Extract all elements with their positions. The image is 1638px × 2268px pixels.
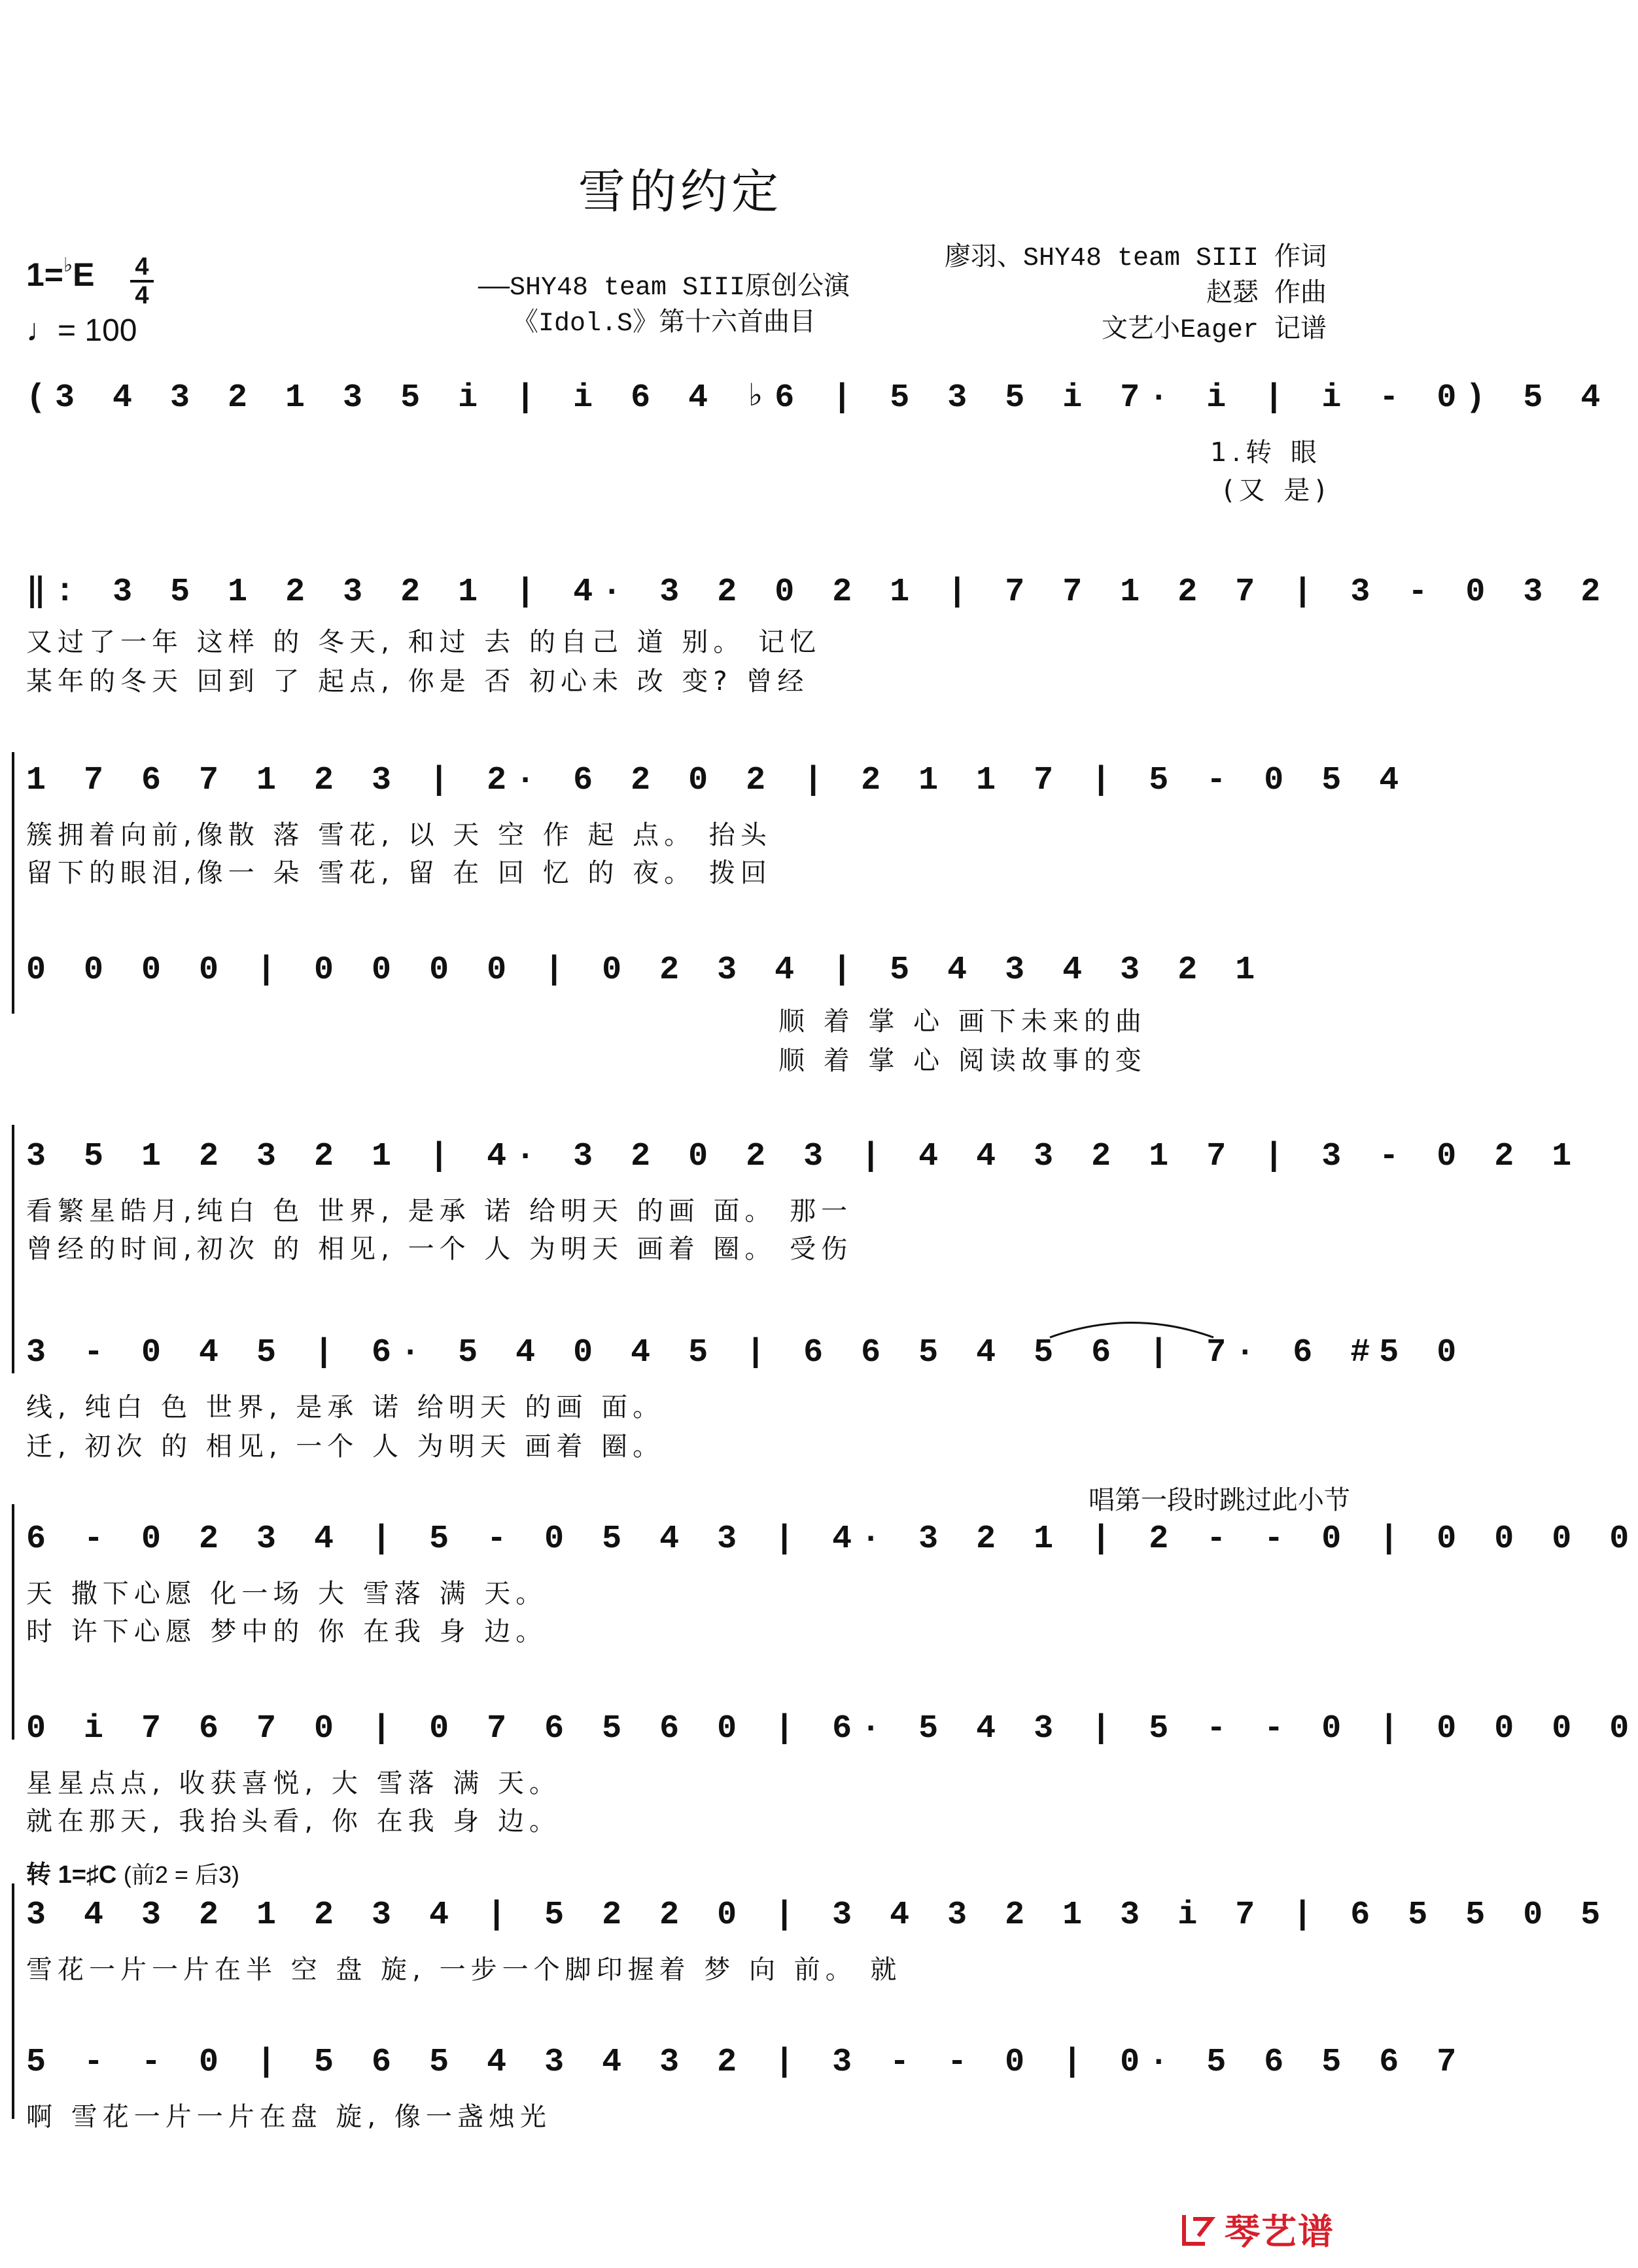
system-5-lyric-2: 曾经的时间,初次 的 相见, 一个 人 为明天 画着 圈。 受伤 (26, 1234, 853, 1264)
quarter-note-icon: ♩ (26, 313, 58, 348)
time-bottom: 4 (135, 282, 149, 309)
time-signature (129, 254, 155, 309)
flat-symbol: ♭ (63, 254, 73, 276)
subtitle-line1: ——SHY48 team SIII原创公演 (478, 273, 850, 303)
credit-transcriber: 文艺小Eager 记谱 (1101, 316, 1327, 345)
modulation-key: 1= (58, 1861, 86, 1889)
modulation-marking (26, 1854, 239, 1890)
system-2-notes: ‖: 3 5 1 2 3 2 1 | 4· 3 2 0 2 1 | 7 7 1 2 7 | 3 - 0 3 2 (26, 574, 1610, 611)
modulation-extra: (前2 = 后3) (123, 1861, 239, 1888)
credit-lyricist: 廖羽、SHY48 team SIII 作词 (944, 244, 1327, 273)
system-9-lyric-1: 雪花一片一片在半 空 盘 旋, 一步一个脚印握着 梦 向 前。 就 (26, 1955, 902, 1985)
system-2-lyric-2: 某年的冬天 回到 了 起点, 你是 否 初心未 改 变? 曾经 (26, 666, 809, 696)
song-title: 雪的约定 (578, 166, 782, 218)
system-3-lyric-1: 簇拥着向前,像散 落 雪花, 以 天 空 作 起 点。 抬头 (26, 820, 772, 850)
system-10-lyric-1: 啊 雪花一片一片在盘 旋, 像一盏烛光 (26, 2102, 551, 2132)
system-8-lyric-1: 星星点点, 收获喜悦, 大 雪落 满 天。 (26, 1768, 561, 1798)
system-6-lyric-2: 迁, 初次 的 相见, 一个 人 为明天 画着 圈。 (26, 1432, 665, 1462)
system-4-lyric-2: 顺 着 掌 心 阅读故事的变 (778, 1046, 1147, 1076)
system-4-notes: 0 0 0 0 | 0 0 0 0 | 0 2 3 4 | 5 4 3 4 3 2 1 (26, 952, 1264, 989)
key-note: E (73, 256, 95, 293)
system-8-notes: 0 i 7 6 7 0 | 0 7 6 5 6 0 | 6· 5 4 3 | 5 - - 0 | 0 0 0 0 (26, 1710, 1638, 1747)
system-7-lyric-1: 天 撒下心愿 化一场 大 雪落 满 天。 (26, 1579, 548, 1609)
system-5-lyric-1: 看繁星皓月,纯白 色 世界, 是承 诺 给明天 的画 面。 那一 (26, 1196, 853, 1226)
time-top: 4 (135, 253, 149, 281)
credit-composer: 赵瑟 作曲 (1206, 280, 1327, 309)
logo-icon (1179, 2210, 1218, 2249)
system-8-lyric-2: 就在那天, 我抬头看, 你 在我 身 边。 (26, 1806, 561, 1836)
system-9-notes: 3 4 3 2 1 2 3 4 | 5 2 2 0 | 3 4 3 2 1 3 i 7 | 6 5 5 0 5 (26, 1897, 1610, 1934)
key-signature (26, 254, 95, 294)
system-7-lyric-2: 时 许下心愿 梦中的 你 在我 身 边。 (26, 1617, 548, 1647)
subtitle-line2: 《Idol.S》第十六首曲目 (512, 309, 816, 339)
system-bracket (12, 1504, 14, 1740)
system-1-lyric-1: 1.转 眼 (1210, 438, 1322, 468)
system-7-notes: 6 - 0 2 3 4 | 5 - 0 5 4 3 | 4· 3 2 1 | 2 - - 0 | 0 0 0 0 (26, 1521, 1638, 1558)
watermark-logo (1179, 2204, 1334, 2254)
sharp-symbol: ♯ (86, 1861, 99, 1889)
modulation-prefix: 转 (26, 1861, 52, 1889)
system-1-notes: (3 4 3 2 1 3 5 i | i 6 4 ♭6 | 5 3 5 i 7· i | i - 0) 5 4 (26, 379, 1610, 417)
system-10-notes: 5 - - 0 | 5 6 5 4 3 4 3 2 | 3 - - 0 | 0· 5 6 5 6 7 (26, 2044, 1466, 2081)
system-3-notes: 1 7 6 7 1 2 3 | 2· 6 2 0 2 | 2 1 1 7 | 5 - 0 5 4 (26, 762, 1408, 799)
watermark-text: 琴艺谱 (1225, 2212, 1334, 2252)
tempo-value: = 100 (58, 313, 137, 348)
key-label: 1= (26, 256, 64, 293)
system-2-lyric-1: 又过了一年 这样 的 冬天, 和过 去 的自己 道 别。 记忆 (26, 627, 822, 657)
system-5-notes: 3 5 1 2 3 2 1 | 4· 3 2 0 2 3 | 4 4 3 2 1 7 | 3 - 0 2 1 (26, 1138, 1581, 1175)
system-6-lyric-1: 线, 纯白 色 世界, 是承 诺 给明天 的画 面。 (26, 1392, 665, 1422)
system-bracket (12, 1125, 14, 1373)
system-6-notes: 3 - 0 4 5 | 6· 5 4 0 4 5 | 6 6 5 4 5 6 | 7· 6 #5 0 (26, 1334, 1466, 1371)
system-1-lyric-2: (又 是) (1223, 475, 1331, 506)
tempo-marking (26, 313, 137, 349)
skip-hint: 唱第一段时跳过此小节 (1089, 1486, 1350, 1515)
modulation-note: C (98, 1861, 117, 1889)
system-4-lyric-1: 顺 着 掌 心 画下未来的曲 (778, 1006, 1147, 1037)
system-3-lyric-2: 留下的眼泪,像一 朵 雪花, 留 在 回 忆 的 夜。 拨回 (26, 858, 772, 888)
system-bracket (12, 752, 14, 1014)
system-bracket (12, 1883, 14, 2119)
